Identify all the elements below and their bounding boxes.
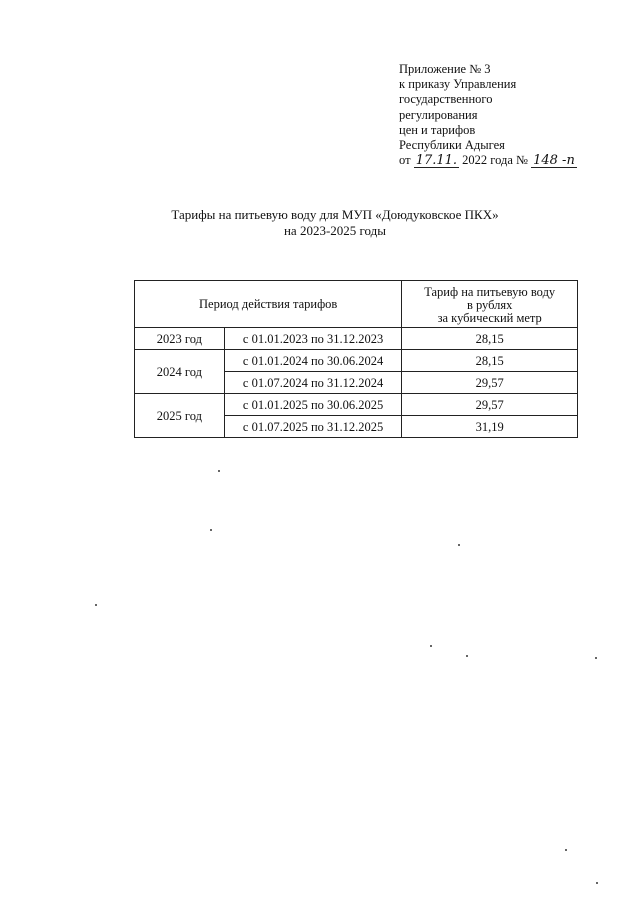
period-cell: с 01.07.2024 по 31.12.2024 bbox=[224, 372, 402, 394]
tariff-cell: 29,57 bbox=[402, 372, 578, 394]
year-cell: 2025 год bbox=[135, 394, 225, 438]
appendix-block bbox=[399, 62, 577, 168]
handwritten-number: 148 -п bbox=[533, 153, 575, 169]
scan-speck bbox=[595, 657, 597, 659]
table-header-row bbox=[135, 281, 578, 328]
table-row bbox=[135, 394, 578, 416]
handwritten-date: 17.11. bbox=[415, 153, 458, 169]
scan-speck bbox=[95, 604, 97, 606]
document-title bbox=[0, 207, 640, 239]
scan-speck bbox=[210, 529, 212, 531]
date-prefix: от bbox=[399, 153, 411, 168]
period-cell: с 01.01.2024 по 30.06.2024 bbox=[224, 350, 402, 372]
tariff-cell: 28,15 bbox=[402, 328, 578, 350]
number-prefix: № bbox=[516, 153, 528, 168]
period-cell: с 01.07.2025 по 31.12.2025 bbox=[224, 416, 402, 438]
order-year: 2022 года bbox=[462, 153, 513, 168]
appendix-line: регулирования bbox=[399, 107, 478, 122]
appendix-line: к приказу Управления bbox=[399, 77, 517, 92]
scan-speck bbox=[218, 470, 220, 472]
header-tariff-line: Тариф на питьевую воду bbox=[424, 284, 556, 299]
order-date-line bbox=[399, 153, 577, 168]
title-line-2: на 2023-2025 годы bbox=[283, 223, 387, 238]
year-cell: 2023 год bbox=[135, 328, 225, 350]
scan-speck bbox=[458, 544, 460, 546]
header-tariff-line: за кубический метр bbox=[437, 310, 542, 325]
scan-speck bbox=[596, 882, 598, 884]
appendix-line: государственного bbox=[399, 92, 493, 107]
scan-speck bbox=[430, 645, 432, 647]
title-line-1: Тарифы на питьевую воду для МУП «Доюдуковское ПКХ» bbox=[171, 207, 499, 222]
period-cell: с 01.01.2023 по 31.12.2023 bbox=[224, 328, 402, 350]
table-row bbox=[135, 350, 578, 372]
year-cell: 2024 год bbox=[135, 350, 225, 394]
appendix-line: Приложение № 3 bbox=[399, 62, 491, 76]
scan-speck bbox=[565, 849, 567, 851]
table-row bbox=[135, 328, 578, 350]
tariff-cell: 28,15 bbox=[402, 350, 578, 372]
tariff-cell: 29,57 bbox=[402, 394, 578, 416]
appendix-line: Республики Адыгея bbox=[399, 138, 505, 153]
appendix-line: цен и тарифов bbox=[399, 122, 476, 137]
header-tariff bbox=[402, 281, 578, 328]
period-cell: с 01.01.2025 по 30.06.2025 bbox=[224, 394, 402, 416]
scan-speck bbox=[466, 655, 468, 657]
header-tariff-line: в рублях bbox=[466, 297, 513, 312]
tariff-table bbox=[134, 280, 578, 438]
tariff-cell: 31,19 bbox=[402, 416, 578, 438]
header-period: Период действия тарифов bbox=[135, 281, 402, 328]
